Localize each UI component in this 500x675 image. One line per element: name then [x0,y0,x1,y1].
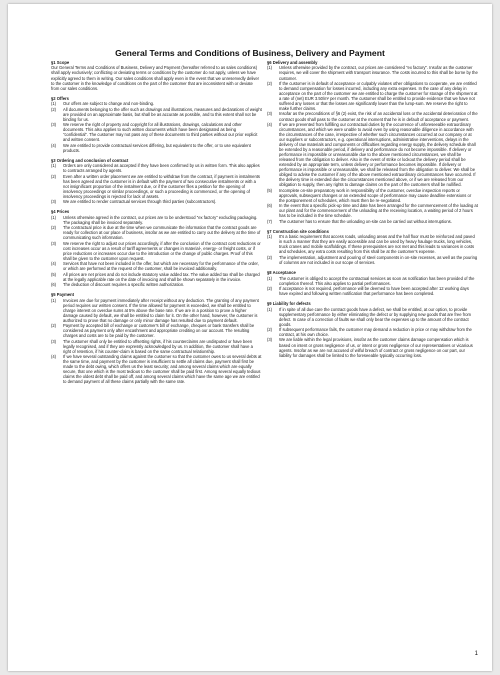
section [51,96,262,153]
clause-number: (6) [267,203,273,209]
clause-number: (4) [51,354,57,360]
clause-text: We reserve the right to adjust our prices accordingly, if after the conclusion of the contract cost reductions or cost increases occur as a result of tariff agreements or changes in material-, energy- or freight costs, or if price reductions or increases occur due to the introduction or the change of public charges. Proof of this shall be given to the customer upon request. [63,240,261,261]
clause-text: The implementation, adjustment and pouring of steel components in on-site recesses, as well as the pouring of columns are not included in our scope of services. [279,254,478,265]
document-page [8,4,492,671]
clause-text: If the customer is in default of acceptance or culpably violates other obligations to cooperate, we are entitled to demand compensation for losses incurred, including any extra expenses. In the case of any delay in acceptance on the part of the customer we are entitled to charge the customer for storage of the shipment at a rate of (net) EUR 3.50/m² per month. The customer shall be entitled to provide evidence that we have not suffered any losses or that the losses are significantly lower than the lump-sum. We reserve the right to make further claims. [279,80,478,112]
section [267,301,478,358]
section-heading: §1 Scope [51,60,70,65]
section-heading: §8 Acceptance [267,270,296,276]
clause-text: Incomplete on-site preparatory work in responsibility of the customer, overdue inspection reports or approvals, subsequent changes or an extended scope of performance may cause deadline extensions or the postponement of schedules, which must then be re-negotiated. [279,187,472,203]
clause-number: (3) [51,122,57,128]
clause-text: We are entitled to provide contractual services differing, but equivalent to the offer, or to use equivalent products. [63,142,251,153]
clause-item [267,255,478,265]
clause-text: The contractual price is due at the time when we communicate the information that the contract goods are ready for collection at our place of business, insofar as we are entitled to carry out the delivery at the time of communicating such information. [63,225,261,241]
section-heading: §9 Liability for defects [267,301,311,307]
clause-number: (1) [267,234,273,240]
clause-number: (1) [51,163,57,169]
clause-text: We are entitled to render contractual services through third parties (subcontractors). [63,199,217,205]
clause-number: (2) [51,225,57,231]
clause-item [51,354,262,384]
clause-item [51,215,262,225]
clause-item [267,203,478,218]
clause-item [51,261,262,271]
clause-number: (2) [267,285,273,291]
clause-item [267,286,478,296]
clause-item [51,225,262,240]
clause-number: (6) [51,281,57,287]
document-title: General Terms and Conditions of Business, Delivery and Payment [115,48,385,58]
clause-item [267,337,478,357]
clause-number: (1) [267,65,273,71]
clause-item [267,234,478,254]
section-paragraph: Our General Terms and Conditions of Business, Delivery and Payment (hereafter referred to as sales conditions) shall apply exclusively; conflicting or deviating terms or conditions by the customer do not apply, unless we have explicitly agreed to them in writing. Our sales conditions shall apply even in the event that we unreservedly deliver to the customer in the knowledge of conditions on the part of the customer that are inconsistent with or deviate from our sales conditions. [51,65,260,91]
clause-number: (2) [51,106,57,112]
clause-text: Unless otherwise agreed in the contract, our prices are to be understood "ex factory" excluding packaging. The packaging shall be invoiced separately. [63,214,258,225]
clause-text: If we are prevented from fulfilling our contractual duties by the occurrence of unforeseeable extraordinary circumstances, and which we were unable to avoid even by using reasonable diligence in accordance with the circumstances of the case, irrespective of whether such circumstances occurred at our company or at our suppliers or subcontractors, e.g. operational interruptions, administrative interventions, delays in the delivery of raw materials and components or difficulties regarding energy supply, the delivery schedule shall be extended by a reasonable period, if delivery and performance do not become impossible. If delivery or performance is impossible or unreasonable due to the above mentioned circumstances, we shall be released from the obligation to deliver. Also in the event of strike or lockout the delivery period shall be extended by an appropriate term, unless delivery or performance becomes impossible. If delivery or performance is impossible or unreasonable, we shall be released from the obligation to deliver. We shall be obliged to advise the customer if any of the above mentioned extraordinary circumstances have occurred. If the delivery time is extended due the circumstances mentioned above, or if we are released from our obligation to supply, then any rights to damage claims on the part of the customers shall be nullified. [279,121,476,188]
section-heading: §4 Prices [51,209,70,215]
section [51,60,262,91]
clause-item [51,174,262,199]
clause-text: If acceptance is not required, performance will be deemed to have been accepted after 12 working days have expired and following written notification that performance has been completed. [279,285,469,296]
clause-text: The customer shall only be entitled to offsetting rights, if his counterclaims are undisputed or have been legally recognised, and if they are expressly acknowledged by us. In addition, the customer shall have a right of retention, if his counter-claim is based on the same contractual relationship. [63,338,253,354]
clause-number: (1) [51,297,57,303]
clause-number: (2) [267,327,273,333]
clause-text: The deduction of discount requires a specific written authorization. [63,281,185,287]
clause-number: (4) [51,142,57,148]
clause-item [51,272,262,282]
clause-item [267,65,478,80]
section [51,209,262,287]
clause-text: If in spite of all due care the contract goods have a defect, we shall be entitled, at our option, to provide supplementary performance by either eliminating the defect or by supplying new goods that are free from defect. In case of a correction of faults we shall only bear the expenses up to the amount of the contract goods. [279,306,471,327]
clause-number: (3) [267,337,273,343]
clause-number: (3) [51,240,57,246]
clause-text: All prices are net prices and do not include statutory value added tax. The value added tax shall be charged at the legally applicable rate on the date of invoicing and shall be shown separately in the invoice. [63,271,260,282]
clause-number: (1) [51,101,57,107]
clause-number: (3) [51,199,57,205]
clause-item [51,107,262,122]
section-heading: §2 Offers [51,95,69,101]
clause-number: (5) [51,271,57,277]
clause-text: Insofar as the preconditions of §6 (2) exist, the risk of an accidental loss or the accidental deterioration of the contract goods shall pass to the customer at the moment that he is in default of acceptance or payment. [279,111,478,122]
clause-number: (7) [267,218,273,224]
clause-text: The customer is obliged to accept the contractual services as soon as notification has been provided of the completion thereof. This also applies to partial performances. [279,275,475,286]
clause-text: Payment by accepted bill of exchange or customer's bill of exchange, cheques or bank transfers shall be considered as payment only after encashment and appropriate crediting on our account. The resulting charges and costs are to be paid by the customer. [63,323,255,339]
clause-number: (2) [267,254,273,260]
clause-number: (2) [51,323,57,329]
clause-text: If we have several outstanding claims against the customer so that the customer owes to us several debts at the same time, and payment by the customer is insufficient to settle all claims due, payment shall first be made to the debt owing, which offers us the least security; and among several claims which are equally secure, that one which is the most tedious to the customer shall be paid first. Among several equally tedious claims the oldest debt shall be paid off, and among several claims which have the same age we are entitled to demand payment of all these claims partially with the same rate. [63,354,262,385]
clause-text: Services that have not been included in the offer, but which are necessary for the performance of the order, or which are performed at the request of the customer, shall be invoiced additionally. [63,261,259,272]
section [51,158,262,204]
clause-item [267,276,478,286]
clause-item [267,111,478,121]
clause-text: Even after a written order placement we are entitled to withdraw from the contract, if payment in instalments has been agreed and the customer is in default with the payment of two consecutive instalments or with a not insignificant proportion of the instalment due, or if the customer files a petition for the opening of insolvency proceedings or similar proceedings, or such a proceeding is commenced, or the opening of insolvency proceedings is rejected for lack of assets. [63,173,261,199]
clause-item [51,339,262,354]
clause-text: The customer has to ensure that the unloading on-site can be carried out without interruptions. [279,218,452,224]
clause-item [51,323,262,338]
clause-item [267,81,478,111]
clause-text: In the event that a specific pick-up time and date has been arranged for the commencement of the loading at our plant and for the commencement of the unloading at the receiving location, a waiting period of 2 hours has to be included in the time schedule. [279,203,478,219]
section [267,229,478,265]
clause-item [267,307,478,327]
clause-text: Our offers are subject to change and non-binding. [63,101,155,107]
right-column [267,60,478,363]
clause-item [51,241,262,261]
clause-text: We reserve the right of property and copyright for all illustrations, drawings, calculations and other documents. This also applies to such written documents which have been designated as being "confidential". The customer may not pass any of these documents to third parties without our prior explicit and written consent. [63,122,258,143]
clause-item [267,327,478,337]
section [267,270,478,296]
clause-item [267,122,478,188]
clause-item [51,282,262,287]
clause-number: (3) [267,111,273,117]
clause-text: Invoices are due for payment immediately after receipt without any deduction. The granting of any payment period requires our written consent. If the time allowed for payment is exceeded, we shall be entitled to charge interest on overdue sums at 5% above the base rate. If we are in a position to prove a higher damage caused by default, we shall be entitled to claim for it. On the other hand, however, the customer is authorized to prove that no damage or only minor damage has resulted due to payment default. [63,297,259,323]
clause-text: We are liable within the legal provisions, insofar as the customer claims damage compensation which is based on intent or gross negligence of us, or intent or gross negligence of our representatives or vicarious agents. Insofar as we are not accused of wilful breach of contract or gross negligence on our part, our liability for damages shall be limited to the foreseeable typically occurring loss. [279,337,473,358]
section [51,292,262,384]
clause-number: (1) [267,306,273,312]
clause-number: (2) [267,80,273,86]
section-heading: §5 Payment [51,292,75,298]
left-column [51,60,262,390]
clause-number: (5) [267,187,273,193]
clause-item [51,163,262,173]
section-heading: §6 Delivery and assembly [267,60,318,65]
clause-item [51,143,262,153]
clause-item [51,199,262,204]
page-number: 1 [474,651,478,657]
clause-number: (2) [51,173,57,179]
clause-text: If subsequent performance fails, the customer may demand a reduction in price or may withdraw from the contract, at his own choice. [279,327,472,338]
clause-text: All documents belonging to the offer such as drawings and illustrations, measures and declarations of weight are provided on an approximate basis, but shall be as accurate as possible, and to this extent shall not be binding for us. [63,106,262,122]
section-heading: §3 Ordering and conclusion of contract [51,157,129,163]
clause-item [51,298,262,323]
clause-item [51,122,262,142]
clause-item [267,188,478,203]
clause-number: (4) [267,121,273,127]
section [267,60,478,224]
section-heading: §7 Construction site conditions [267,228,329,234]
clause-number: (3) [51,338,57,344]
clause-number: (1) [51,214,57,220]
clause-text: It's a basic requirement that access roads, unloading areas and the hall floor must be reinforced and paved in such a manner that they are easily accessible and can be used by heavy haulage trucks, long vehicles, truck cranes and mobile scaffoldings. If these prerequisites are not met and this leads to variances in costs and schedules, any extra costs resulting from this shall be at the customer's expense. [279,234,475,255]
clause-number: (1) [267,275,273,281]
clause-text: Unless otherwise provided by the contract, our prices are considered "ex factory". Insofar as the customer requires, we will cover the shipment with transport insurance. The costs incurred to this shall be borne by the customer. [279,65,478,81]
clause-item [267,219,478,224]
clause-item [51,101,262,106]
clause-text: Orders are only considered as accepted if they have been confirmed by us in written form. This also applies to contracts arranged by agents. [63,163,260,174]
clause-number: (4) [51,261,57,267]
